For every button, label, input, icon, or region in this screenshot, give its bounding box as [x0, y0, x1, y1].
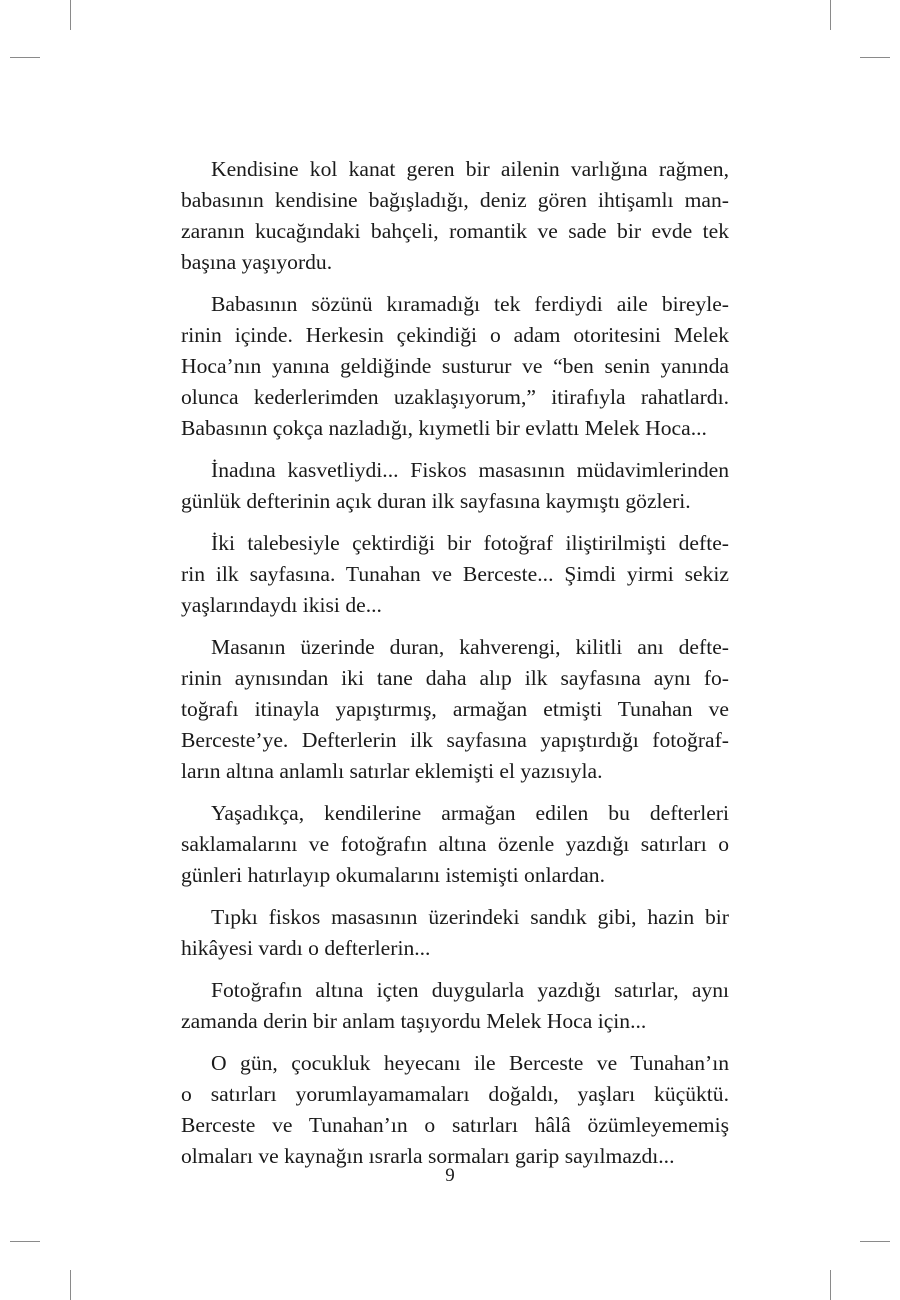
text-line: saklamalarını ve fotoğrafın altına özenle yazdığı satırları o — [181, 832, 729, 856]
text-line: ların altına anlamlı satırlar eklemişti el yazısıyla. — [181, 759, 603, 783]
text-line: zamanda derin bir anlam taşıyordu Melek Hoca için... — [181, 1009, 647, 1033]
crop-mark-bottom-right-horizontal — [860, 1241, 890, 1242]
paragraph — [181, 902, 729, 964]
text-line: Tıpkı fiskos masasının üzerindeki sandık gibi, hazin bir — [211, 905, 729, 929]
text-line: Berceste ve Tunahan’ın o satırları hâlâ özümleyememiş — [181, 1113, 729, 1137]
paragraph — [181, 455, 729, 517]
crop-mark-bottom-right-vertical — [830, 1270, 831, 1300]
paragraph — [181, 1048, 729, 1172]
crop-mark-top-left-horizontal — [10, 57, 40, 58]
text-line: olmaları ve kaynağın ısrarla sormaları garip sayılmazdı... — [181, 1144, 675, 1168]
text-line: rin ilk sayfasına. Tunahan ve Berceste... Şimdi yirmi sekiz — [181, 562, 729, 586]
crop-mark-bottom-left-horizontal — [10, 1241, 40, 1242]
text-line: rinin içinde. Herkesin çekindiği o adam otoritesini Melek — [181, 323, 729, 347]
page-body-text — [181, 154, 729, 1183]
text-line: günleri hatırlayıp okumalarını istemişti onlardan. — [181, 863, 605, 887]
text-line: günlük defterinin açık duran ilk sayfasına kaymıştı gözleri. — [181, 489, 691, 513]
crop-mark-bottom-left-vertical — [70, 1270, 71, 1300]
text-line: Berceste’ye. Defterlerin ilk sayfasına yapıştırdığı fotoğraf- — [181, 728, 729, 752]
text-line: Babasının sözünü kıramadığı tek ferdiydi aile bireyle- — [211, 292, 729, 316]
text-line: Babasının çokça nazladığı, kıymetli bir evlattı Melek Hoca... — [181, 416, 707, 440]
paragraph — [181, 154, 729, 278]
text-line: Hoca’nın yanına geldiğinde susturur ve “ben senin yanında — [181, 354, 729, 378]
text-line: O gün, çocukluk heyecanı ile Berceste ve Tunahan’ın — [211, 1051, 729, 1075]
page-number: 9 — [445, 1165, 455, 1186]
text-line: o satırları yorumlayamamaları doğaldı, yaşları küçüktü. — [181, 1082, 729, 1106]
text-line: Kendisine kol kanat geren bir ailenin varlığına rağmen, — [211, 157, 729, 181]
text-line: hikâyesi vardı o defterlerin... — [181, 936, 431, 960]
text-line: babasının kendisine bağışladığı, deniz gören ihtişamlı man- — [181, 188, 729, 212]
crop-mark-top-right-vertical — [830, 0, 831, 30]
text-line: zaranın kucağındaki bahçeli, romantik ve sade bir evde tek — [181, 219, 729, 243]
paragraph — [181, 528, 729, 621]
text-line: İnadına kasvetliydi... Fiskos masasının müdavimlerinden — [211, 458, 729, 482]
paragraph — [181, 289, 729, 444]
text-line: Masanın üzerinde duran, kahverengi, kilitli anı defte- — [211, 635, 729, 659]
text-line: toğrafı itinayla yapıştırmış, armağan etmişti Tunahan ve — [181, 697, 729, 721]
crop-mark-top-right-horizontal — [860, 57, 890, 58]
text-line: Fotoğrafın altına içten duygularla yazdığı satırlar, aynı — [211, 978, 729, 1002]
crop-mark-top-left-vertical — [70, 0, 71, 30]
text-line: rinin aynısından iki tane daha alıp ilk sayfasına aynı fo- — [181, 666, 729, 690]
text-line: Yaşadıkça, kendilerine armağan edilen bu defterleri — [211, 801, 729, 825]
text-line: İki talebesiyle çektirdiği bir fotoğraf iliştirilmişti defte- — [211, 531, 729, 555]
text-line: olunca kederlerimden uzaklaşıyorum,” itirafıyla rahatlardı. — [181, 385, 729, 409]
paragraph — [181, 975, 729, 1037]
text-line: yaşlarındaydı ikisi de... — [181, 593, 382, 617]
text-line: başına yaşıyordu. — [181, 250, 333, 274]
paragraph — [181, 632, 729, 787]
paragraph — [181, 798, 729, 891]
